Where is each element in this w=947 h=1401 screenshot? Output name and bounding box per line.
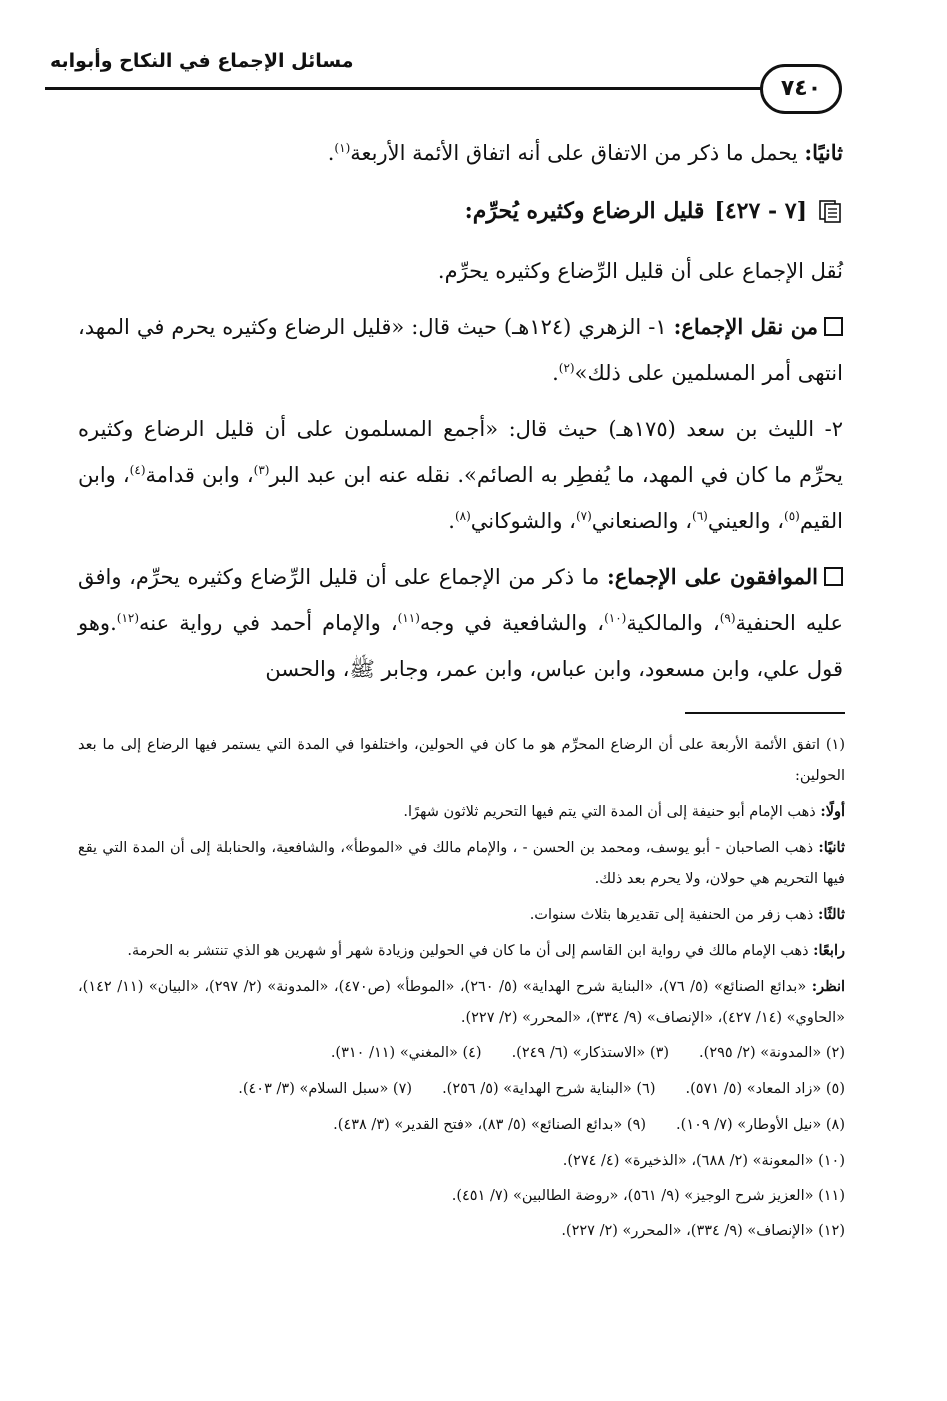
secondly-text: يحمل ما ذكر من الاتفاق على أنه اتفاق الأئمة الأربعة <box>350 141 798 165</box>
footnote-2: (٢) «المدونة» (٢/ ٢٩٥). <box>699 1045 845 1061</box>
text-segment: ، وابن قدامة <box>145 463 254 487</box>
footnote-ref[interactable]: (١) <box>334 141 351 155</box>
footnote-row <box>78 1038 845 1069</box>
page-number: ٧٤٠ <box>760 64 842 114</box>
sentence-end: . <box>552 361 559 385</box>
text-segment: ما ذكر من الإجماع على أن قليل الرِّضاع وكثيره يحرِّم، وافق عليه الحنفية <box>78 565 844 635</box>
footnote-row <box>78 1074 845 1105</box>
footnote-ref[interactable]: (٥) <box>784 509 800 523</box>
footnote-1-e <box>78 971 845 1034</box>
footnote-ref[interactable]: (٤) <box>129 463 146 477</box>
footnote-1-a <box>78 796 845 828</box>
footnote-sub-text: ذهب الإمام أبو حنيفة إلى أن المدة التي يتم فيها التحريم ثلاثون شهرًا. <box>403 804 816 820</box>
footnote-separator <box>685 712 845 714</box>
footnote-sub-label: رابعًا: <box>813 942 845 959</box>
agreeing-label: الموافقون على الإجماع: <box>606 564 818 589</box>
paragraph-layth <box>78 406 843 544</box>
text-segment: ، والمالكية <box>626 611 720 635</box>
footnote-sub-text: «بدائع الصنائع» (٥/ ٧٦)، «البناية شرح الهداية» (٥/ ٢٦٠)، «الموطأ» (ص٤٧٠)، «المدونة» (٢/ ٢٩٧)، «البيان» (١١/ ١٤٢)، «الحاوي» (١٤/ ٤٢٧)، «الإنصاف» (٩/ ٣٣٤)، «المحرر» (٢/ ٢٢٧). <box>78 979 845 1026</box>
footnote-sub-text: ذهب الصاحبان - أبو يوسف، ومحمد بن الحسن - ، والإمام مالك في «الموطأ»، والشافعية، والحنابلة إلى أن المدة التي يقع فيها التحريم هي حولان، ولا يحرم بعد ذلك. <box>78 840 845 887</box>
issue-heading <box>78 188 843 234</box>
footnote-ref[interactable]: (١١) <box>397 611 420 625</box>
header-rule <box>45 87 765 90</box>
issue-number: [٧ - ٤٢٧] <box>714 198 807 224</box>
footnote-row <box>78 1110 845 1141</box>
paragraph-agreeing <box>78 554 843 692</box>
footnote-ref[interactable]: (١٠) <box>604 611 627 625</box>
transmitters-label: من نقل الإجماع: <box>673 314 819 339</box>
footnote-11: (١١) «العزيز شرح الوجيز» (٩/ ٥٦١)، «روضة الطالبين» (٧/ ٤٥١). <box>451 1188 845 1204</box>
checkbox-square-icon <box>824 567 843 586</box>
paragraph-secondly <box>78 130 843 176</box>
footnote-12: (١٢) «الإنصاف» (٩/ ٣٣٤)، «المحرر» (٢/ ٢٢٧). <box>561 1223 845 1239</box>
running-header-title: مسائل الإجماع في النكاح وأبوابه <box>50 50 354 72</box>
main-text <box>78 130 843 702</box>
issue-title: قليل الرضاع وكثيره يُحرِّم: <box>464 198 705 224</box>
footnotes <box>78 730 845 1251</box>
footnote-3: (٣) «الاستذكار» (٦/ ٢٤٩). <box>511 1045 670 1061</box>
paragraph-transmitters <box>78 304 843 396</box>
transmitters-text: ١- الزهري (١٢٤هـ) حيث قال: «قليل الرضاع وكثيره يحرم في المهد، انتهى أمر المسلمين على ذلك» <box>78 315 843 385</box>
sentence-end: . <box>327 141 335 165</box>
footnote-sub-label: أولًا: <box>820 803 845 820</box>
footnote-ref[interactable]: (٩) <box>719 611 736 625</box>
text-segment: . <box>448 509 455 533</box>
footnote-4: (٤) «المغني» (١١/ ٣١٠). <box>330 1045 482 1061</box>
footnote-sub-text: ذهب زفر من الحنفية إلى تقديرها بثلاث سنوات. <box>529 907 814 923</box>
checkbox-square-icon <box>824 317 843 336</box>
footnote-ref[interactable]: (٦) <box>692 509 708 523</box>
footnote-1-b <box>78 832 845 895</box>
paragraph-consensus: نُقل الإجماع على أن قليل الرِّضاع وكثيره يحرِّم. <box>437 259 843 283</box>
footnote-1-c <box>78 899 845 931</box>
footnote-sub-text: ذهب الإمام مالك في رواية ابن القاسم إلى أن ما كان في الحولين وزيادة شهر أو شهرين هو الذي تنتشر به الحرمة. <box>127 943 809 959</box>
footnote-sub-label: ثالثًا: <box>817 906 845 923</box>
secondly-label: ثانيًا: <box>804 140 843 165</box>
footnote-10: (١٠) «المعونة» (٢/ ٦٨٨)، «الذخيرة» (٤/ ٢٧٤). <box>562 1153 845 1169</box>
text-segment: ، والصنعاني <box>591 509 693 533</box>
footnote-ref[interactable]: (٣) <box>253 463 270 477</box>
footnote-6: (٦) «البناية شرح الهداية» (٥/ ٢٥٦). <box>442 1081 656 1097</box>
footnote-1-d <box>78 935 845 967</box>
footnote-sub-label: انظر: <box>811 978 846 995</box>
text-segment: .وهو قول علي، وابن مسعود، وابن عباس، وابن عمر، وجابر ﷺ، والحسن <box>78 611 843 681</box>
text-segment: ، والإمام أحمد في رواية عنه <box>139 611 398 635</box>
footnote-ref[interactable]: (٢) <box>558 361 575 375</box>
footnote-sub-label: ثانيًا: <box>818 839 845 856</box>
footnote-ref[interactable]: (٨) <box>454 509 471 523</box>
text-segment: ، وابن القيم <box>78 463 843 533</box>
footnote-8: (٨) «نيل الأوطار» (٧/ ١٠٩). <box>676 1117 845 1133</box>
footnote-ref[interactable]: (٧) <box>575 509 592 523</box>
text-segment: ، والشوكاني <box>470 509 576 533</box>
footnote-ref[interactable]: (١٢) <box>116 611 140 625</box>
footnote-9: (٩) «بدائع الصنائع» (٥/ ٨٣)، «فتح القدير» (٣/ ٤٣٨). <box>333 1117 647 1133</box>
text-segment: ، والعيني <box>707 509 784 533</box>
text-segment: ، والشافعية في وجه <box>419 611 605 635</box>
footnote-5: (٥) «زاد المعاد» (٥/ ٥٧١). <box>685 1081 845 1097</box>
footnote-1: (١) اتفق الأئمة الأربعة على أن الرضاع المحرِّم هو ما كان في الحولين، واختلفوا في المدة التي يستمر فيها الرضاع إلى ما بعد الحولين: <box>78 737 845 784</box>
copy-icon[interactable] <box>817 198 843 224</box>
footnote-7: (٧) «سبل السلام» (٣/ ٤٠٣). <box>238 1081 413 1097</box>
text-segment: ٢- الليث بن سعد (١٧٥هـ) حيث قال: «أجمع المسلمون على أن قليل الرضاع وكثيره يحرِّم ما كان في المهد، ما يُفطِر به الصائم». نقله عنه ابن عبد البر <box>78 417 843 487</box>
